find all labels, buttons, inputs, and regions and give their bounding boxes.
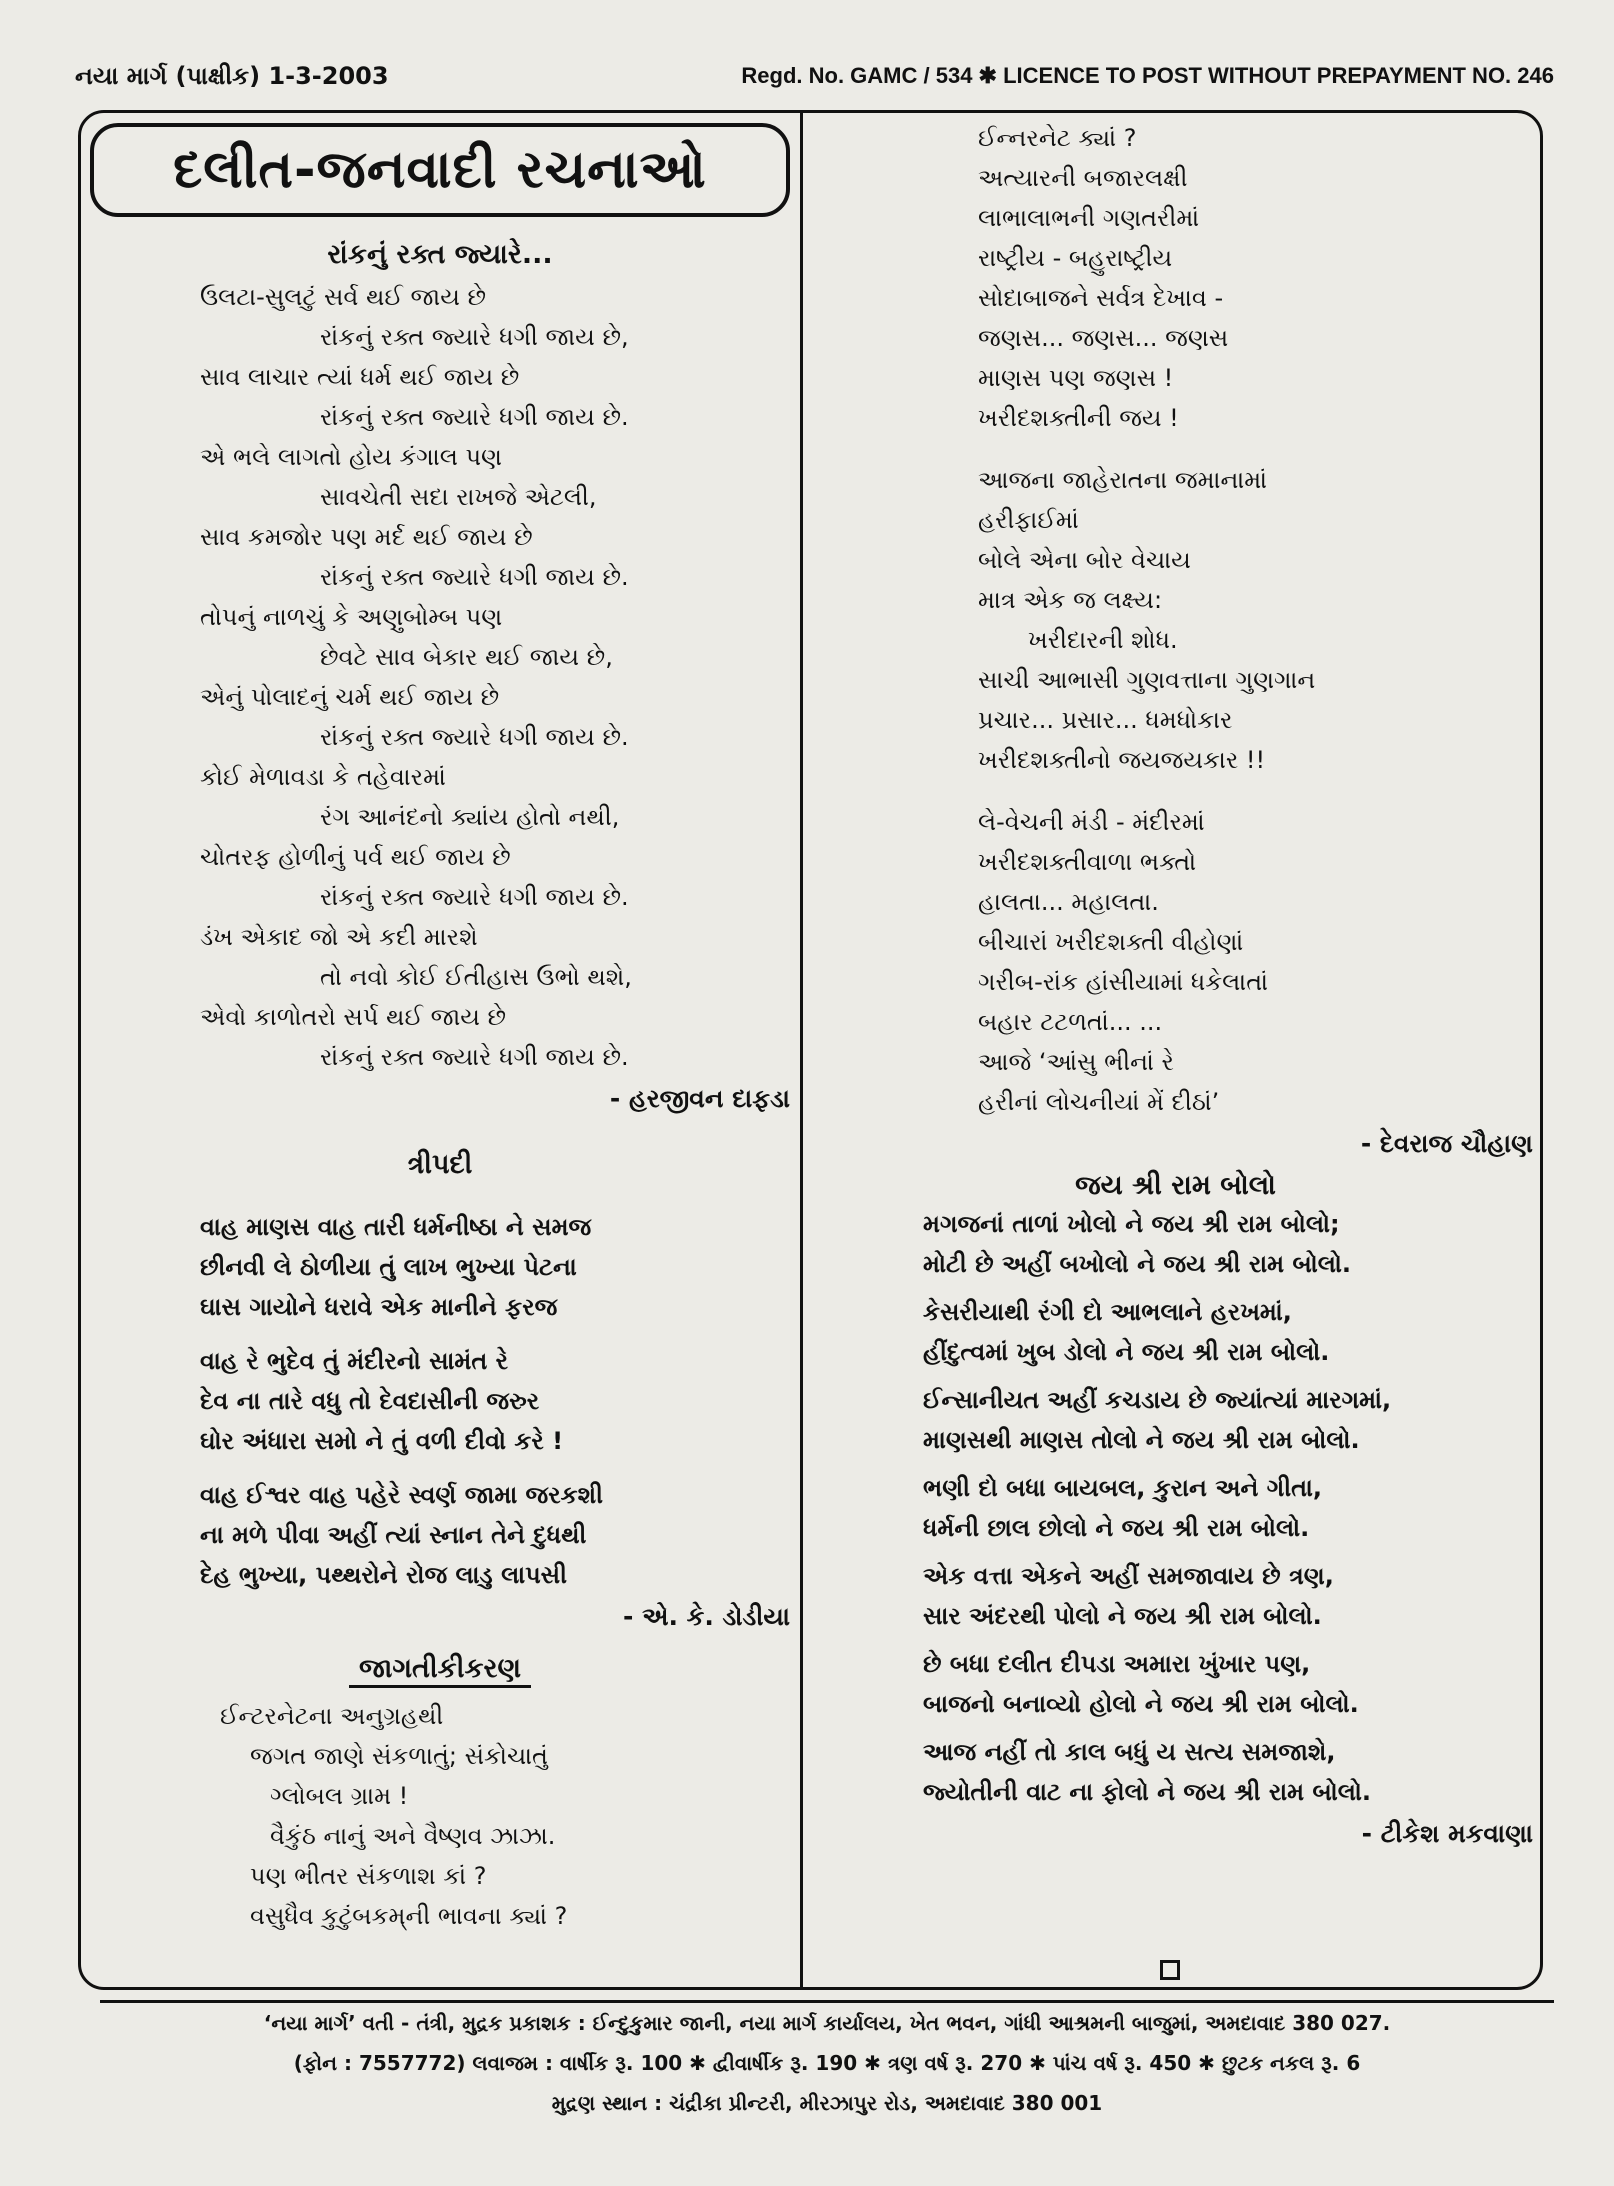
poem-line: ગરીબ-રાંક હાંસીયામાં ધકેલાતાં (978, 968, 1268, 996)
poem-line: આજ નહીં તો કાલ બધું ય સત્ય સમજાશે, (923, 1738, 1336, 1766)
poem-line: ના મળે પીવા અહીં ત્યાં સ્નાન તેને દુધથી (200, 1521, 587, 1549)
right-column (818, 118, 1533, 1856)
poem-line: રાંકનું રક્ત જ્યારે ધગી જાય છે. (320, 883, 629, 911)
poem-line: રાંકનું રક્ત જ્યારે ધગી જાય છે. (320, 563, 629, 591)
poem-line: હરીનાં લોચનીયાં મેં દીઠાં’ (978, 1088, 1220, 1116)
poem-line: હીંદુત્વમાં ખુબ ડોલો ને જય શ્રી રામ બોલો. (923, 1338, 1330, 1366)
poem-line: ખરીદારની શોધ. (1028, 626, 1178, 654)
poem-line: સાર અંદરથી પોલો ને જય શ્રી રામ બોલો. (923, 1602, 1322, 1630)
poem-line: વાહ માણસ વાહ તારી ધર્મનીષ્ઠા ને સમજ (200, 1213, 592, 1241)
poem-line: આજના જાહેરાતના જમાનામાં (978, 466, 1268, 494)
poem-line: છેવટે સાવ બેકાર થઈ જાય છે, (320, 643, 613, 671)
poem-author: - એ. કે. ડોડીયા (623, 1602, 790, 1631)
poem-line: સાચી આભાસી ગુણવત્તાના ગુણગાન (978, 666, 1316, 694)
poem-line: દેહ ભુખ્યા, પથ્થરોને રોજ લાડુ લાપસી (200, 1561, 567, 1589)
poem-line: બીચારાં ખરીદશક્તી વીહોણાં (978, 928, 1244, 956)
poem-line: વૈકુંઠ નાનું અને વૈષ્ણવ ઝાઝા. (270, 1822, 556, 1850)
end-mark-icon (1160, 1960, 1180, 1980)
imprint-line: ‘નયા માર્ગ’ વતી - તંત્રી, મુદ્રક પ્રકાશક : ઈન્દુકુમાર જાની, નયા માર્ગ કાર્યાલય, ખેત ભવન, ગાંધી આશ્રમની બાજુમાં, અમદાવાદ 380 027. (263, 2011, 1391, 2035)
poem-line: બોલે એના બોર વેચાય (978, 546, 1191, 574)
poem-line: ચોતરફ હોળીનું પર્વ થઈ જાય છે (200, 843, 511, 871)
poem-line: સોદાબાજને સર્વત્ર દેખાવ - (978, 284, 1224, 312)
poem-line: વાહ રે ભુદેવ તું મંદીરનો સામંત રે (200, 1347, 509, 1375)
poem-line: લાભાલાભની ગણતરીમાં (978, 204, 1200, 232)
poem-line: છે બધા દલીત દીપડા અમારા ખુંખાર પણ, (923, 1650, 1311, 1678)
poem-line: પણ ભીતર સંકળાશ કાં ? (250, 1862, 487, 1890)
section-banner: દલીત-જનવાદી રચનાઓ (90, 123, 790, 217)
poem-line: માણસ પણ જણસ ! (978, 364, 1174, 392)
poem-line: કેસરીયાથી રંગી દો આભલાને હરખમાં, (923, 1298, 1292, 1326)
column-divider (800, 112, 803, 1988)
poem-line: બહાર ટટળતાં... ... (978, 1008, 1163, 1036)
poem-line: સાવચેતી સદા રાખજે એટલી, (320, 483, 597, 511)
poem-line: ધર્મની છાલ છોલો ને જય શ્રી રામ બોલો. (923, 1514, 1310, 1542)
poem-line: ઘાસ ગાયોને ધરાવે એક માનીને ફરજ (200, 1293, 558, 1321)
poem-line: એ ભલે લાગતો હોય કંગાલ પણ (200, 443, 502, 471)
poem-line: ઈન્ટરનેટના અનુગ્રહથી (220, 1702, 444, 1730)
poem-line: રાંકનું રક્ત જ્યારે ધગી જાય છે. (320, 403, 629, 431)
poem-line: રાંકનું રક્ત જ્યારે ધગી જાય છે. (320, 1043, 629, 1071)
poem-line: એવો કાળોતરો સર્પ થઈ જાય છે (200, 1003, 507, 1031)
poem-line: ખરીદશક્તીનો જયજયકાર !! (978, 746, 1266, 774)
poem-line: છીનવી લે ઠોળીયા તું લાખ ભુખ્યા પેટના (200, 1253, 577, 1281)
poem-line: રાષ્ટ્રીય - બહુરાષ્ટ્રીય (978, 244, 1173, 272)
poem-line: તો નવો કોઈ ઈતીહાસ ઉભો થશે, (320, 963, 632, 991)
poem-line: ઘોર અંધારા સમો ને તું વળી દીવો કરે ! (200, 1427, 564, 1455)
poem-line: પ્રચાર... પ્રસાર... ધમધોકાર (978, 706, 1233, 734)
imprint-footer (100, 2000, 1554, 2123)
poem-line: ડંખ એકાદ જો એ કદી મારશે (200, 923, 478, 951)
poem-line: સાવ કમજોર પણ મર્દ થઈ જાય છે (200, 523, 533, 551)
poem-line: રંગ આનંદનો ક્યાંય હોતો નથી, (320, 803, 620, 831)
poem-line: જ્યોતીની વાટ ના ફોલો ને જય શ્રી રામ બોલો. (923, 1778, 1371, 1806)
poem-line: મગજનાં તાળાં ખોલો ને જય શ્રી રામ બોલો; (923, 1210, 1340, 1238)
poem-line: ગ્લોબલ ગ્રામ ! (270, 1782, 409, 1810)
poem-title: રાંકનું રક્ત જ્યારે... (327, 239, 553, 270)
poem-line: રાંકનું રક્ત જ્યારે ધગી જાય છે. (320, 723, 629, 751)
poem-line: એનું પોલાદનું ચર્મ થઈ જાય છે (200, 683, 500, 711)
poem-line: માત્ર એક જ લક્ષ્ય: (978, 586, 1163, 614)
poem-line: ભણી દો બધા બાયબલ, કુરાન અને ગીતા, (923, 1474, 1323, 1502)
poem-line: લે-વેચની મંડી - મંદીરમાં (978, 808, 1205, 836)
poem-line: દેવ ના તારે વધુ તો દેવદાસીની જરુર (200, 1387, 540, 1415)
poem-line: તોપનું નાળચું કે અણુબોમ્બ પણ (200, 603, 503, 631)
poem-title: જાગતીકીકરણ (349, 1653, 531, 1688)
poem-line: અત્યારની બજારલક્ષી (978, 164, 1188, 192)
page-header (75, 58, 1554, 94)
printer-line: મુદ્રણ સ્થાન : ચંદ્રીકા પ્રીન્ટરી, મીરઝાપુર રોડ, અમદાવાદ 380 001 (551, 2091, 1103, 2115)
poem-line: બાજનો બનાવ્યો હોલો ને જય શ્રી રામ બોલો. (923, 1690, 1359, 1718)
poem-line: એક વત્તા એકને અહીં સમજાવાય છે ત્રણ, (923, 1562, 1334, 1590)
poem-line: મોટી છે અહીં બખોલો ને જય શ્રી રામ બોલો. (923, 1250, 1351, 1278)
poem-line: માણસથી માણસ તોલો ને જય શ્રી રામ બોલો. (923, 1426, 1360, 1454)
left-column (90, 118, 790, 1936)
poem-author: - હરજીવન દાફડા (609, 1084, 790, 1113)
poem-title: ત્રીપદી (407, 1149, 473, 1180)
subscription-line: (ફોન : 7557772) લવાજમ : વાર્ષીક રૂ. 100 ✱ દ્વીવાર્ષીક રૂ. 190 ✱ ત્રણ વર્ષ રૂ. 270 ✱ પાંચ વર્ષ રૂ. 450 ✱ છુટક નકલ રૂ. 6 (293, 2051, 1361, 2075)
poem-line: ઈન્નરનેટ ક્યાં ? (978, 124, 1137, 152)
poem-title: જય શ્રી રામ બોલો (1075, 1170, 1276, 1201)
poem-line: ઉલટા-સુલટું સર્વ થઈ જાય છે (200, 283, 487, 311)
poem-author: - દેવરાજ ચૌહાણ (1360, 1129, 1533, 1158)
poem-line: આજે ‘આંસુ ભીનાં રે (978, 1048, 1174, 1076)
poem-line: જણસ... જણસ... જણસ (978, 324, 1229, 352)
poem-line: હાલતા... મહાલતા. (978, 888, 1159, 916)
poem-line: ખરીદશક્તીની જય ! (978, 404, 1179, 432)
registration-info: Regd. No. GAMC / 534 ✱ LICENCE TO POST WITHOUT PREPAYMENT NO. 246 (741, 63, 1554, 88)
poem-line: વસુધૈવ કુટુંબકમ્‌ની ભાવના ક્યાં ? (250, 1902, 568, 1930)
poem-line: જગત જાણે સંકળાતું; સંકોચાતું (250, 1742, 548, 1770)
poem-line: હરીફાઈમાં (978, 506, 1079, 534)
poem-line: ઈન્સાનીયત અહીં કચડાય છે જ્યાંત્યાં મારગમાં, (923, 1386, 1392, 1414)
poem-line: ખરીદશક્તીવાળા ભક્તો (978, 848, 1197, 876)
poem-line: સાવ લાચાર ત્યાં ધર્મ થઈ જાય છે (200, 363, 520, 391)
poem-line: રાંકનું રક્ત જ્યારે ધગી જાય છે, (320, 323, 629, 351)
poem-line: વાહ ઈશ્વર વાહ પહેરે સ્વર્ણ જામા જરકશી (200, 1481, 603, 1509)
poem-author: - ટીકેશ મકવાણા (1361, 1819, 1533, 1848)
poem-line: કોઈ મેળાવડા કે તહેવારમાં (200, 763, 446, 791)
publication-date: નયા માર્ગ (પાક્ષીક) 1-3-2003 (75, 62, 389, 90)
